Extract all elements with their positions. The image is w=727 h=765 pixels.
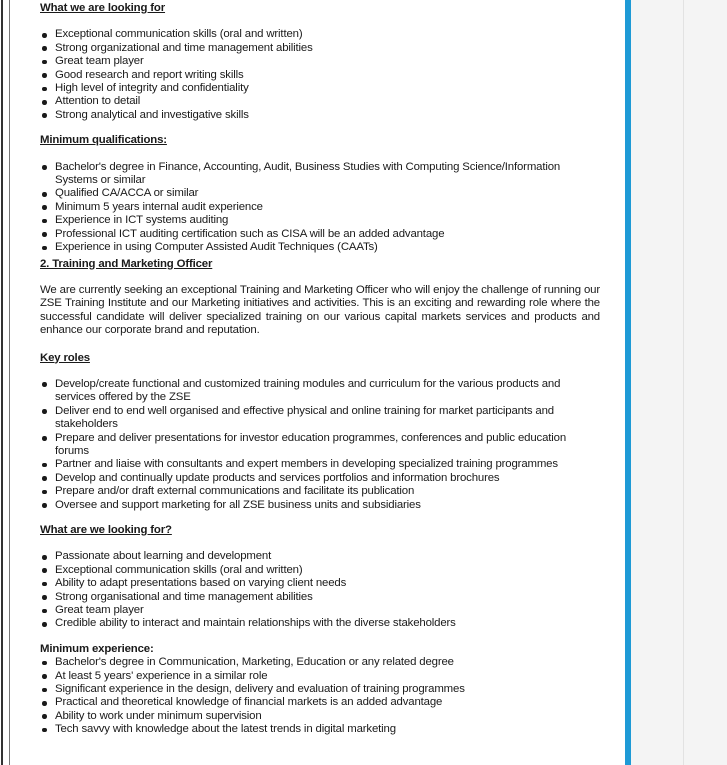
bullet-item: Professional ICT auditing certification such as CISA will be an added advantage [40,228,600,241]
bullet-item: Strong organizational and time management abilities [40,42,600,55]
bullet-item: Credible ability to interact and maintain relationships with the diverse stakeholders [40,617,600,630]
bullet-item: High level of integrity and confidentiality [40,82,600,95]
bullet-item: Exceptional communication skills (oral and written) [40,564,600,577]
bullet-item: Attention to detail [40,95,600,108]
bullet-item: Bachelor's degree in Communication, Marketing, Education or any related degree [40,656,600,669]
section2-intro-paragraph: We are currently seeking an exceptional Training and Marketing Officer who will enjoy the challenge of running our ZSE Training Institute and our Marketing initiatives and activities. This is an exciting and rewarding role where the successful candidate will deliver specialized training on our various capital markets services and products and enhance our corporate brand and reputation. [40,283,600,337]
bullet-item: Experience in ICT systems auditing [40,214,600,227]
section1-min-qual-heading: Minimum qualifications: [40,134,167,147]
bullet-item: Passionate about learning and development [40,550,600,563]
section1-looking-for-heading: What we are looking for [40,2,166,14]
bullet-item: Strong organisational and time management abilities [40,591,600,604]
bullet-item: Partner and liaise with consultants and expert members in developing specialized training programmes [40,458,600,471]
bullet-item: Experience in using Computer Assisted Audit Techniques (CAATs) [40,241,600,254]
section1-min-qual-list [40,161,600,255]
section2-looking-for-list [40,550,600,630]
section2-min-exp-list [40,656,600,736]
bullet-item: Qualified CA/ACCA or similar [40,187,600,200]
bullet-item: Minimum 5 years internal audit experience [40,201,600,214]
page-left-rule [1,0,3,765]
bullet-item: Ability to adapt presentations based on varying client needs [40,577,600,590]
page-left-rule-inner [9,0,10,765]
side-pane-divider [683,0,684,765]
bullet-item: Ability to work under minimum supervision [40,710,600,723]
bullet-item: Bachelor's degree in Finance, Accounting, Audit, Business Studies with Computing Science/Information Systems or similar [40,161,600,188]
bullet-item: Prepare and deliver presentations for investor education programmes, conferences and public education forums [40,432,600,459]
bullet-item: Deliver end to end well organised and effective physical and online training for market participants and stakeholders [40,405,600,432]
bullet-item: Good research and report writing skills [40,69,600,82]
bullet-item: Develop/create functional and customized training modules and curriculum for the various products and services offered by the ZSE [40,378,600,405]
bullet-item: Great team player [40,604,600,617]
document-page [40,2,600,737]
bullet-item: Strong analytical and investigative skills [40,109,600,122]
section2-key-roles-heading: Key roles [40,351,90,364]
section2-looking-for-heading: What are we looking for? [40,524,172,536]
bullet-item: Prepare and/or draft external communications and facilitate its publication [40,485,600,498]
viewer-side-pane[interactable] [631,0,727,765]
bullet-item: Tech savvy with knowledge about the latest trends in digital marketing [40,723,600,736]
section2-key-roles-list [40,378,600,512]
bullet-item: At least 5 years' experience in a similar role [40,670,600,683]
bullet-item: Oversee and support marketing for all ZSE business units and subsidiaries [40,499,600,512]
section2-min-exp-heading: Minimum experience: [40,642,154,655]
bullet-item: Significant experience in the design, delivery and evaluation of training programmes [40,683,600,696]
bullet-item: Exceptional communication skills (oral and written) [40,28,600,41]
bullet-item: Develop and continually update products and services portfolios and information brochures [40,472,600,485]
section1-looking-for-list [40,28,600,122]
bullet-item: Practical and theoretical knowledge of financial markets is an added advantage [40,696,600,709]
bullet-item: Great team player [40,55,600,68]
section2-title: 2. Training and Marketing Officer [40,257,213,270]
